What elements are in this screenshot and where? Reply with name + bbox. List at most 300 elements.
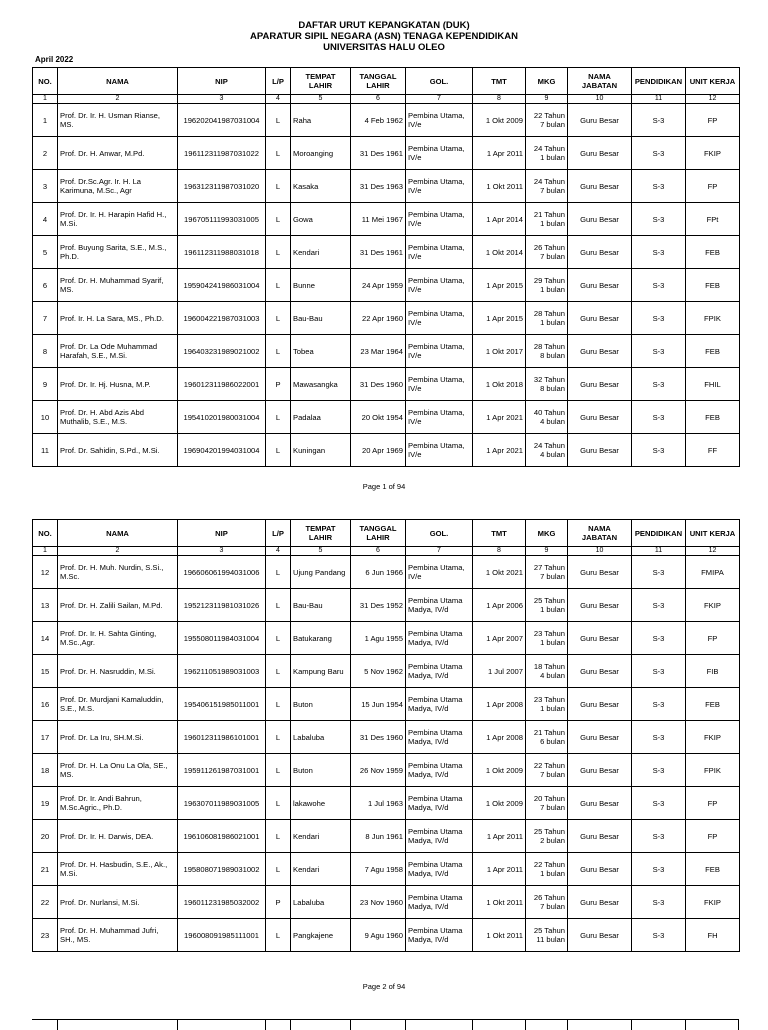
mkg-months: 1 bulan — [540, 704, 565, 713]
table-row — [33, 104, 740, 137]
cell-pendidikan: S-3 — [632, 137, 686, 170]
cell-lp: L — [266, 754, 291, 787]
cell-no: 4 — [33, 203, 58, 236]
table-row — [33, 556, 740, 589]
cell-lp: L — [266, 688, 291, 721]
cell-lp: L — [266, 919, 291, 952]
cell-golongan: Pembina Utama, IV/e — [406, 137, 473, 170]
header-row — [33, 68, 740, 95]
column-header: MKG — [526, 520, 568, 547]
cell-unit-kerja: FEB — [686, 853, 740, 886]
cell-tanggal-lahir: 31 Des 1963 — [351, 170, 406, 203]
column-header: L/P — [266, 520, 291, 547]
cell-mkg — [526, 853, 568, 886]
mkg-years: 26 Tahun — [533, 243, 565, 252]
cell-tempat-lahir: Mawasangka — [291, 368, 351, 401]
table-row — [33, 368, 740, 401]
mkg-years: 25 Tahun — [533, 827, 565, 836]
cell-pendidikan: S-3 — [632, 919, 686, 952]
mkg-years: 32 Tahun — [533, 375, 565, 384]
cell-jabatan: Guru Besar — [568, 269, 632, 302]
cell-tanggal-lahir: 23 Mar 1964 — [351, 335, 406, 368]
cell-jabatan: Guru Besar — [568, 556, 632, 589]
mkg-months: 1 bulan — [540, 153, 565, 162]
cell-nip: 196307011989031005 — [178, 787, 266, 820]
cell-golongan: Pembina Utama Madya, IV/d — [406, 919, 473, 952]
table-row — [33, 269, 740, 302]
cell-golongan: Pembina Utama, IV/e — [406, 170, 473, 203]
cell-lp: P — [266, 886, 291, 919]
cell-no: 5 — [33, 236, 58, 269]
mkg-years: 20 Tahun — [533, 794, 565, 803]
cell-nama: Prof. Dr. Ir. H. Harapin Hafid H., M.Si. — [58, 203, 178, 236]
column-header: MKG — [526, 68, 568, 95]
cell-lp: L — [266, 335, 291, 368]
cell-no: 20 — [33, 820, 58, 853]
cell-mkg — [526, 269, 568, 302]
cell-nama: Prof. Dr. La Ode Muhammad Harafah, S.E., M.Si. — [58, 335, 178, 368]
cell-jabatan: Guru Besar — [568, 919, 632, 952]
cell-jabatan: Guru Besar — [568, 368, 632, 401]
cell-golongan: Pembina Utama, IV/e — [406, 104, 473, 137]
cell-jabatan: Guru Besar — [568, 203, 632, 236]
column-header: NAMA JABATAN — [568, 520, 632, 547]
cell-pendidikan: S-3 — [632, 104, 686, 137]
cell-no: 21 — [33, 853, 58, 886]
cell-no: 3 — [33, 170, 58, 203]
document-title-3: UNIVERSITAS HALU OLEO — [323, 42, 445, 53]
cell-no: 15 — [33, 655, 58, 688]
cell-lp: L — [266, 236, 291, 269]
mkg-years: 28 Tahun — [533, 309, 565, 318]
cell-golongan: Pembina Utama Madya, IV/d — [406, 886, 473, 919]
cell-nip: 196011231985032002 — [178, 886, 266, 919]
mkg-years: 18 Tahun — [533, 662, 565, 671]
cell-nip: 195911261987031001 — [178, 754, 266, 787]
cell-tanggal-lahir: 1 Agu 1955 — [351, 622, 406, 655]
cell-unit-kerja: FIB — [686, 655, 740, 688]
mkg-years: 26 Tahun — [533, 893, 565, 902]
cell-no: 12 — [33, 556, 58, 589]
cell-nama: Prof. Dr. Ir. H. Sahta Ginting, M.Sc.,Agr. — [58, 622, 178, 655]
mkg-months: 7 bulan — [540, 803, 565, 812]
cell-mkg — [526, 721, 568, 754]
cell-nip: 195406151985011001 — [178, 688, 266, 721]
cell-tanggal-lahir: 23 Nov 1960 — [351, 886, 406, 919]
cell-nip: 196112311988031018 — [178, 236, 266, 269]
cell-pendidikan: S-3 — [632, 853, 686, 886]
cell-golongan: Pembina Utama Madya, IV/d — [406, 655, 473, 688]
cell-tanggal-lahir: 11 Mei 1967 — [351, 203, 406, 236]
cell-jabatan: Guru Besar — [568, 589, 632, 622]
cell-tempat-lahir: Padalaa — [291, 401, 351, 434]
cell-pendidikan: S-3 — [632, 203, 686, 236]
cell-lp: L — [266, 203, 291, 236]
document-title-1: DAFTAR URUT KEPANGKATAN (DUK) — [298, 20, 470, 31]
cell-lp: P — [266, 368, 291, 401]
cell-nama: Prof. Dr. H. Abd Azis Abd Muthalib, S.E., M.S. — [58, 401, 178, 434]
mkg-months: 2 bulan — [540, 836, 565, 845]
cell-lp: L — [266, 104, 291, 137]
cell-tmt: 1 Apr 2015 — [473, 302, 526, 335]
cell-no: 7 — [33, 302, 58, 335]
cell-mkg — [526, 368, 568, 401]
column-number: 9 — [526, 95, 568, 104]
cell-unit-kerja: FEB — [686, 236, 740, 269]
cell-lp: L — [266, 820, 291, 853]
cell-nip: 196705111993031005 — [178, 203, 266, 236]
cell-mkg — [526, 589, 568, 622]
cell-mkg — [526, 401, 568, 434]
cell-tmt: 1 Okt 2011 — [473, 919, 526, 952]
cell-mkg — [526, 886, 568, 919]
cell-golongan: Pembina Utama, IV/e — [406, 401, 473, 434]
column-number: 10 — [568, 547, 632, 556]
mkg-years: 22 Tahun — [533, 111, 565, 120]
cell-pendidikan: S-3 — [632, 622, 686, 655]
cell-mkg — [526, 787, 568, 820]
cell-tempat-lahir: Kuningan — [291, 434, 351, 467]
cell-tmt: 1 Okt 2018 — [473, 368, 526, 401]
cell-tanggal-lahir: 31 Des 1952 — [351, 589, 406, 622]
mkg-months: 8 bulan — [540, 384, 565, 393]
column-number: 1 — [33, 547, 58, 556]
cell-jabatan: Guru Besar — [568, 754, 632, 787]
cell-unit-kerja: FPt — [686, 203, 740, 236]
cell-mkg — [526, 104, 568, 137]
cell-unit-kerja: FKIP — [686, 886, 740, 919]
mkg-months: 1 bulan — [540, 638, 565, 647]
cell-pendidikan: S-3 — [632, 886, 686, 919]
cell-pendidikan: S-3 — [632, 721, 686, 754]
cell-no: 10 — [33, 401, 58, 434]
cell-unit-kerja: FPIK — [686, 302, 740, 335]
cell-pendidikan: S-3 — [632, 434, 686, 467]
column-number: 2 — [58, 547, 178, 556]
column-number: 6 — [351, 547, 406, 556]
cell-unit-kerja: FF — [686, 434, 740, 467]
cell-tmt: 1 Okt 2014 — [473, 236, 526, 269]
cell-tempat-lahir: Moroanging — [291, 137, 351, 170]
cell-unit-kerja: FP — [686, 104, 740, 137]
table-row — [33, 589, 740, 622]
cell-tanggal-lahir: 1 Jul 1963 — [351, 787, 406, 820]
cell-tmt: 1 Apr 2008 — [473, 721, 526, 754]
cell-jabatan: Guru Besar — [568, 655, 632, 688]
mkg-months: 7 bulan — [540, 120, 565, 129]
mkg-months: 4 bulan — [540, 671, 565, 680]
cell-jabatan: Guru Besar — [568, 787, 632, 820]
cell-golongan: Pembina Utama, IV/e — [406, 434, 473, 467]
mkg-months: 1 bulan — [540, 219, 565, 228]
cell-pendidikan: S-3 — [632, 401, 686, 434]
page-footer-1: Page 1 of 94 — [362, 482, 406, 491]
cell-tanggal-lahir: 20 Okt 1954 — [351, 401, 406, 434]
cell-nama: Prof. Dr. Sahidin, S.Pd., M.Si. — [58, 434, 178, 467]
column-number: 10 — [568, 95, 632, 104]
table-row — [33, 688, 740, 721]
cell-nama: Prof. Dr. H. Muh. Nurdin, S.Si., M.Sc. — [58, 556, 178, 589]
cell-unit-kerja: FEB — [686, 401, 740, 434]
cell-unit-kerja: FPIK — [686, 754, 740, 787]
mkg-years: 25 Tahun — [533, 926, 565, 935]
mkg-months: 11 bulan — [536, 935, 565, 944]
cell-golongan: Pembina Utama Madya, IV/d — [406, 589, 473, 622]
cell-nama: Prof. Dr. H. Zalili Sailan, M.Pd. — [58, 589, 178, 622]
cell-lp: L — [266, 434, 291, 467]
column-header: GOL. — [406, 68, 473, 95]
cell-tmt: 1 Okt 2009 — [473, 104, 526, 137]
cell-mkg — [526, 335, 568, 368]
cell-nama: Prof. Dr.Sc.Agr. Ir. H. La Karimuna, M.Sc., Agr — [58, 170, 178, 203]
mkg-years: 24 Tahun — [533, 144, 565, 153]
cell-no: 22 — [33, 886, 58, 919]
cell-tempat-lahir: Bunne — [291, 269, 351, 302]
cell-no: 13 — [33, 589, 58, 622]
mkg-months: 7 bulan — [540, 252, 565, 261]
cell-unit-kerja: FEB — [686, 335, 740, 368]
cell-nama: Prof. Dr. H. Muhammad Syarif, MS. — [58, 269, 178, 302]
cell-tmt: 1 Okt 2011 — [473, 170, 526, 203]
table-row — [33, 170, 740, 203]
cell-jabatan: Guru Besar — [568, 886, 632, 919]
mkg-years: 40 Tahun — [533, 408, 565, 417]
cell-tanggal-lahir: 15 Jun 1954 — [351, 688, 406, 721]
cell-tempat-lahir: Kendari — [291, 853, 351, 886]
cell-tanggal-lahir: 7 Agu 1958 — [351, 853, 406, 886]
table-row — [33, 886, 740, 919]
cell-no: 9 — [33, 368, 58, 401]
cell-unit-kerja: FEB — [686, 688, 740, 721]
mkg-years: 22 Tahun — [533, 860, 565, 869]
table-row — [33, 622, 740, 655]
column-number: 7 — [406, 547, 473, 556]
cell-tmt: 1 Apr 2015 — [473, 269, 526, 302]
table-row — [33, 302, 740, 335]
column-header: TEMPAT LAHIR — [291, 520, 351, 547]
mkg-months: 1 bulan — [540, 285, 565, 294]
cell-no: 2 — [33, 137, 58, 170]
cell-jabatan: Guru Besar — [568, 170, 632, 203]
column-number: 12 — [686, 547, 740, 556]
cell-tempat-lahir: Buton — [291, 754, 351, 787]
cell-tempat-lahir: Gowa — [291, 203, 351, 236]
cell-mkg — [526, 688, 568, 721]
column-header: NAMA — [58, 68, 178, 95]
cell-nama: Prof. Ir. H. La Sara, MS., Ph.D. — [58, 302, 178, 335]
cell-unit-kerja: FKIP — [686, 589, 740, 622]
cell-unit-kerja: FP — [686, 622, 740, 655]
cell-nip: 196008091985111001 — [178, 919, 266, 952]
mkg-years: 23 Tahun — [533, 629, 565, 638]
cell-pendidikan: S-3 — [632, 556, 686, 589]
cell-tmt: 1 Apr 2008 — [473, 688, 526, 721]
cell-nip: 195808071989031002 — [178, 853, 266, 886]
cell-nip: 196112311987031022 — [178, 137, 266, 170]
cell-golongan: Pembina Utama, IV/e — [406, 203, 473, 236]
cell-no: 19 — [33, 787, 58, 820]
column-number: 4 — [266, 95, 291, 104]
cell-nama: Prof. Dr. Ir. Hj. Husna, M.P. — [58, 368, 178, 401]
cell-tempat-lahir: Kendari — [291, 820, 351, 853]
cell-tempat-lahir: Batukarang — [291, 622, 351, 655]
cell-golongan: Pembina Utama Madya, IV/d — [406, 754, 473, 787]
column-header: TANGGAL LAHIR — [351, 520, 406, 547]
cell-nip: 196202041987031004 — [178, 104, 266, 137]
mkg-months: 1 bulan — [540, 869, 565, 878]
cell-nama: Prof. Dr. H. Nasruddin, M.Si. — [58, 655, 178, 688]
cell-no: 11 — [33, 434, 58, 467]
cell-jabatan: Guru Besar — [568, 721, 632, 754]
cell-tanggal-lahir: 6 Jun 1966 — [351, 556, 406, 589]
cell-golongan: Pembina Utama, IV/e — [406, 335, 473, 368]
cell-tempat-lahir: Kendari — [291, 236, 351, 269]
column-header: UNIT KERJA — [686, 68, 740, 95]
cell-nama: Prof. Dr. H. Muhammad Jufri, SH., MS. — [58, 919, 178, 952]
cell-mkg — [526, 434, 568, 467]
cell-mkg — [526, 622, 568, 655]
cell-nama: Prof. Dr. La Iru, SH.M.Si. — [58, 721, 178, 754]
column-number: 2 — [58, 95, 178, 104]
cell-golongan: Pembina Utama, IV/e — [406, 556, 473, 589]
cell-no: 16 — [33, 688, 58, 721]
column-header: PENDIDIKAN — [632, 68, 686, 95]
column-number-row — [33, 547, 740, 556]
cell-golongan: Pembina Utama Madya, IV/d — [406, 820, 473, 853]
cell-tmt: 1 Apr 2007 — [473, 622, 526, 655]
column-header: TMT — [473, 520, 526, 547]
cell-tmt: 1 Apr 2011 — [473, 820, 526, 853]
table-row — [33, 721, 740, 754]
mkg-months: 4 bulan — [540, 417, 565, 426]
duk-table-page-1 — [32, 67, 740, 467]
cell-unit-kerja: FEB — [686, 269, 740, 302]
column-header: NO. — [33, 68, 58, 95]
cell-jabatan: Guru Besar — [568, 401, 632, 434]
column-number: 3 — [178, 95, 266, 104]
column-header: TMT — [473, 68, 526, 95]
mkg-months: 6 bulan — [540, 737, 565, 746]
column-number: 8 — [473, 95, 526, 104]
cell-nip: 195410201980031004 — [178, 401, 266, 434]
cell-tempat-lahir: Buton — [291, 688, 351, 721]
cell-nip: 196312311987031020 — [178, 170, 266, 203]
cell-tempat-lahir: Ujung Pandang — [291, 556, 351, 589]
cell-nip: 196004221987031003 — [178, 302, 266, 335]
cell-unit-kerja: FP — [686, 170, 740, 203]
column-number: 6 — [351, 95, 406, 104]
cell-unit-kerja: FH — [686, 919, 740, 952]
cell-mkg — [526, 170, 568, 203]
cell-tempat-lahir: Bau-Bau — [291, 302, 351, 335]
cell-tempat-lahir: Pangkajene — [291, 919, 351, 952]
cell-jabatan: Guru Besar — [568, 236, 632, 269]
cell-tempat-lahir: Kampung Baru — [291, 655, 351, 688]
cell-lp: L — [266, 853, 291, 886]
column-number: 11 — [632, 547, 686, 556]
cell-tempat-lahir: Kasaka — [291, 170, 351, 203]
cell-mkg — [526, 236, 568, 269]
cell-nip: 196606061994031006 — [178, 556, 266, 589]
cell-lp: L — [266, 137, 291, 170]
mkg-months: 7 bulan — [540, 902, 565, 911]
cell-golongan: Pembina Utama, IV/e — [406, 236, 473, 269]
cell-jabatan: Guru Besar — [568, 688, 632, 721]
cell-nip: 195508011984031004 — [178, 622, 266, 655]
cell-jabatan: Guru Besar — [568, 104, 632, 137]
column-number: 11 — [632, 95, 686, 104]
cell-mkg — [526, 203, 568, 236]
cell-unit-kerja: FP — [686, 787, 740, 820]
cell-nip: 195904241986031004 — [178, 269, 266, 302]
mkg-months: 1 bulan — [540, 318, 565, 327]
column-number: 1 — [33, 95, 58, 104]
cell-tmt: 1 Apr 2011 — [473, 853, 526, 886]
column-header: L/P — [266, 68, 291, 95]
cell-lp: L — [266, 401, 291, 434]
cell-golongan: Pembina Utama Madya, IV/d — [406, 622, 473, 655]
mkg-years: 21 Tahun — [533, 210, 565, 219]
cell-tempat-lahir: Bau-Bau — [291, 589, 351, 622]
mkg-months: 1 bulan — [540, 605, 565, 614]
cell-tanggal-lahir: 24 Apr 1959 — [351, 269, 406, 302]
cell-mkg — [526, 820, 568, 853]
cell-golongan: Pembina Utama Madya, IV/d — [406, 721, 473, 754]
cell-jabatan: Guru Besar — [568, 137, 632, 170]
header-row — [33, 520, 740, 547]
column-header: GOL. — [406, 520, 473, 547]
cell-unit-kerja: FHIL — [686, 368, 740, 401]
table-row — [33, 137, 740, 170]
cell-tanggal-lahir: 31 Des 1961 — [351, 137, 406, 170]
column-number: 4 — [266, 547, 291, 556]
cell-golongan: Pembina Utama Madya, IV/d — [406, 853, 473, 886]
cell-tanggal-lahir: 4 Feb 1962 — [351, 104, 406, 137]
cell-tmt: 1 Apr 2006 — [473, 589, 526, 622]
cell-golongan: Pembina Utama, IV/e — [406, 368, 473, 401]
column-header: TANGGAL LAHIR — [351, 68, 406, 95]
table-row — [33, 919, 740, 952]
cell-golongan: Pembina Utama Madya, IV/d — [406, 787, 473, 820]
column-header: TEMPAT LAHIR — [291, 68, 351, 95]
cell-lp: L — [266, 302, 291, 335]
cell-no: 17 — [33, 721, 58, 754]
cell-tempat-lahir: lakawohe — [291, 787, 351, 820]
cell-tanggal-lahir: 22 Apr 1960 — [351, 302, 406, 335]
column-number: 9 — [526, 547, 568, 556]
cell-mkg — [526, 137, 568, 170]
cell-pendidikan: S-3 — [632, 368, 686, 401]
column-header: PENDIDIKAN — [632, 520, 686, 547]
cell-nama: Prof. Dr. Ir. H. Usman Rianse, MS. — [58, 104, 178, 137]
cell-no: 18 — [33, 754, 58, 787]
cell-lp: L — [266, 589, 291, 622]
table-row — [33, 787, 740, 820]
mkg-years: 22 Tahun — [533, 761, 565, 770]
cell-tmt: 1 Apr 2021 — [473, 401, 526, 434]
cell-nip: 196904201994031004 — [178, 434, 266, 467]
cell-unit-kerja: FKIP — [686, 721, 740, 754]
cell-no: 6 — [33, 269, 58, 302]
cell-tmt: 1 Apr 2014 — [473, 203, 526, 236]
cell-pendidikan: S-3 — [632, 688, 686, 721]
cell-tempat-lahir: Labaluba — [291, 721, 351, 754]
column-number: 8 — [473, 547, 526, 556]
cell-nama: Prof. Dr. Ir. Andi Bahrun, M.Sc.Agric., Ph.D. — [58, 787, 178, 820]
cell-mkg — [526, 919, 568, 952]
column-header: NAMA JABATAN — [568, 68, 632, 95]
mkg-months: 8 bulan — [540, 351, 565, 360]
